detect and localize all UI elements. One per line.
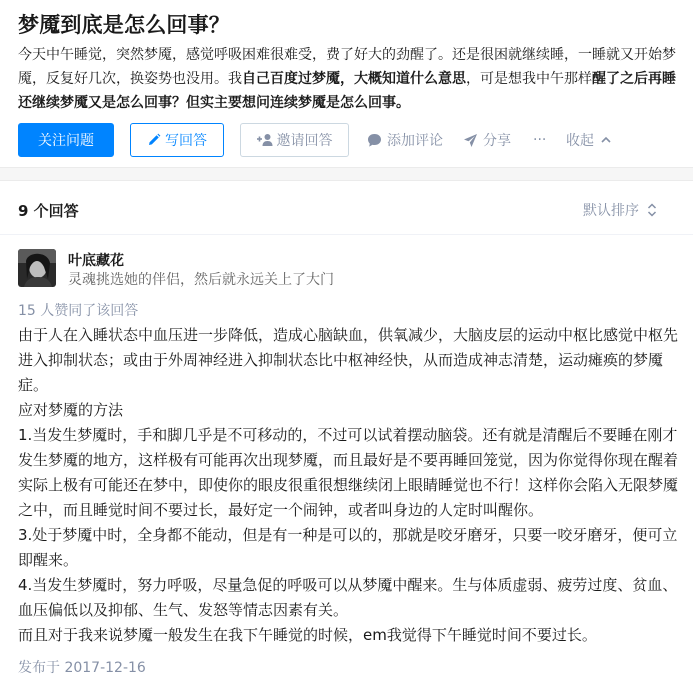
follow-question-button[interactable] (18, 123, 114, 157)
invite-answer-label: 邀请回答 (276, 133, 333, 149)
answer-content (18, 323, 678, 648)
collapse-button[interactable] (566, 123, 612, 157)
avatar[interactable] (18, 249, 56, 287)
collapse-label: 收起 (566, 133, 594, 149)
question-detail-bold-2: 醒了之后再睡还继续梦魇又是怎么回事？但实主要想问连续梦魇是怎么回事。 (18, 71, 676, 111)
avatar-image (18, 249, 56, 287)
chevron-up-icon (600, 134, 612, 146)
invite-plus-user-icon (257, 133, 273, 147)
pen-icon (147, 133, 161, 147)
answer-paragraph: 应对梦魇的方法 (18, 401, 124, 419)
question-detail-text-2: ，可是想我中午那样 (466, 71, 592, 87)
answer-list-card (0, 180, 693, 680)
invite-answer-button[interactable] (240, 123, 349, 157)
sort-dropdown[interactable] (583, 200, 657, 220)
share-paper-plane-icon (463, 133, 478, 148)
share-label: 分享 (483, 133, 511, 149)
sort-updown-icon (647, 202, 657, 218)
author-bio: 灵魂挑选她的伴侣，然后就永远关上了大门 (68, 272, 334, 288)
more-options-label: ··· (533, 132, 547, 148)
answer-paragraph: 3.处于梦魇中时，全身都不能动，但是有一种是可以的，那就是咬牙磨牙，只要一咬牙磨牙，便可立即醒来。 (18, 526, 678, 569)
add-comment-button[interactable] (367, 123, 443, 157)
follow-question-label: 关注问题 (38, 133, 94, 149)
share-button[interactable] (463, 123, 511, 157)
question-detail-text-1: 今天中午睡觉，突然梦魇，感觉呼吸困难很难受，费了好大的劲醒了。还是很困就继续睡，一睡就又开始梦魇，反复好几次，换姿势也没用。我 (18, 47, 676, 87)
publish-date[interactable]: 发布于 2017-12-16 (18, 660, 146, 676)
add-comment-label: 添加评论 (387, 133, 443, 149)
more-options-button[interactable] (533, 123, 546, 157)
answer-list-header (0, 181, 693, 235)
question-detail-bold-1: 自己百度过梦魇，大概知道什么意思 (242, 71, 466, 87)
author-name[interactable]: 叶底藏花 (68, 253, 124, 269)
question-card (0, 0, 693, 168)
question-title[interactable]: 梦魇到底是怎么回事？ (18, 13, 230, 37)
answer-paragraph: 由于人在入睡状态中血压进一步降低，造成心脑缺血，供氧减少，大脑皮层的运动中枢比感觉中枢先进入抑制状态；或由于外周神经进入抑制状态比中枢神经快，从而造成神志清楚，运动瘫痪的梦魇症。 (18, 326, 679, 394)
vote-count: 15 人赞同了该回答 (18, 303, 139, 319)
question-actions (18, 123, 688, 157)
write-answer-label: 写回答 (165, 133, 207, 149)
write-answer-button[interactable] (130, 123, 224, 157)
sort-label: 默认排序 (583, 203, 639, 219)
answer-paragraph: 1.当发生梦魇时，手和脚几乎是不可移动的，不过可以试着摆动脑袋。还有就是清醒后不要睡在刚才发生梦魇的地方，这样极有可能再次出现梦魇，而且最好是不要再睡回笼觉，因为你觉得你现在醒着实际上极有可能还在梦中，即使你的眼皮很重很想继续闭上眼睛睡觉也不行！这样你会陷入无限梦魇之中，而且睡觉时间不要过长，最好定一个闹钟，或者叫身边的人定时叫醒你。 (18, 426, 679, 519)
answer-count: 9 个回答 (18, 202, 79, 220)
answer-paragraph: 4.当发生梦魇时，努力呼吸，尽量急促的呼吸可以从梦魇中醒来。生与体质虚弱、疲劳过度、贫血、血压偏低以及抑郁、生气、发怒等情志因素有关。 (18, 576, 678, 619)
comment-bubble-icon (367, 133, 382, 148)
answer-author (18, 249, 678, 289)
question-detail (18, 43, 682, 115)
answer-paragraph: 而且对于我来说梦魇一般发生在我下午睡觉的时候，em我觉得下午睡觉时间不要过长。 (18, 626, 597, 644)
